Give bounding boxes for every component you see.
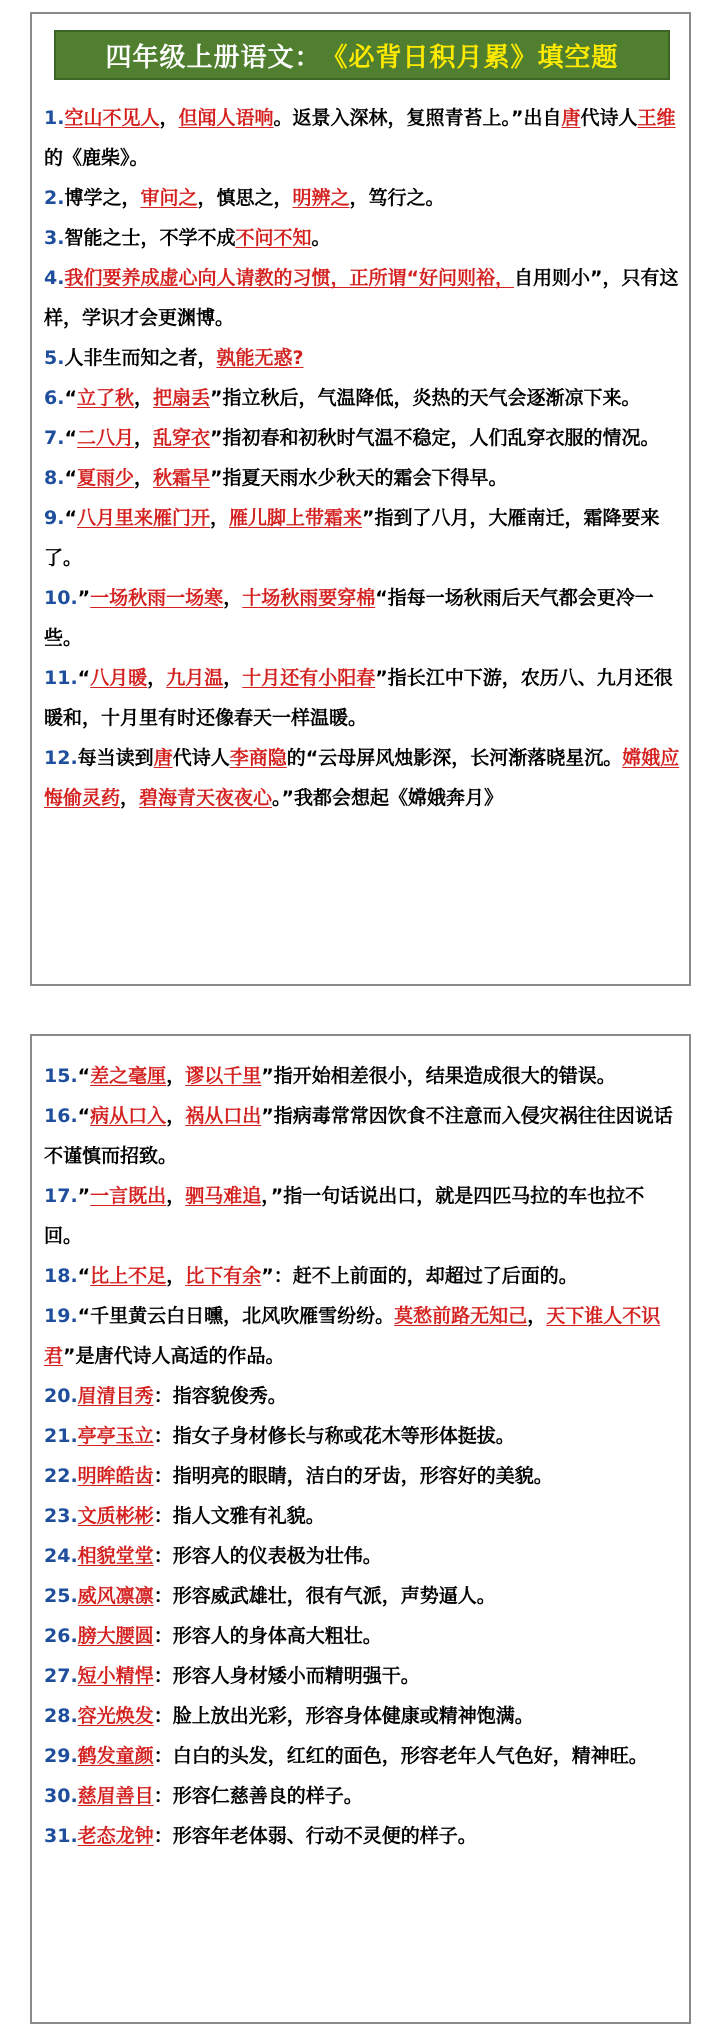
item-number: 18. xyxy=(44,1265,78,1287)
item-text: ：脸上放出光彩，形容身体健康或精神饱满。 xyxy=(153,1705,534,1727)
item-text: ，慎思之， xyxy=(197,187,293,209)
item-text: ， xyxy=(166,1265,186,1287)
item-number: 24. xyxy=(44,1545,78,1567)
item-text: ” xyxy=(77,587,91,609)
list-item xyxy=(44,1416,681,1456)
item-text: 。 xyxy=(311,227,331,249)
item-number: 30. xyxy=(44,1785,78,1807)
answer-text: 八月暖 xyxy=(90,667,148,689)
item-text: ， xyxy=(223,587,243,609)
item-text: 自用则小”，只有这样，学识才会更渊博。 xyxy=(44,267,679,329)
answer-text: 老态龙钟 xyxy=(77,1825,154,1847)
list-item xyxy=(44,1536,681,1576)
item-text: ”指到了八月，大雁南迁，霜降要来了。 xyxy=(44,507,660,569)
list-item xyxy=(44,338,681,378)
answer-text: 我们要养成虚心向人请教的习惯，正所谓“好问则裕， xyxy=(64,267,514,289)
answer-text: 比上不足 xyxy=(90,1265,167,1287)
item-text: “ xyxy=(77,1065,91,1087)
item-text: “ xyxy=(77,667,91,689)
answer-text: 明眸皓齿 xyxy=(77,1465,154,1487)
answer-text: 唐 xyxy=(153,747,173,769)
answer-text: 十月还有小阳春 xyxy=(242,667,376,689)
item-list-top xyxy=(44,98,681,818)
item-text: ：形容年老体弱、行动不灵便的样子。 xyxy=(153,1825,477,1847)
answer-text: 乱穿衣 xyxy=(152,427,210,449)
item-text: ”是唐代诗人高适的作品。 xyxy=(63,1345,285,1367)
item-list-bottom xyxy=(44,1056,681,1856)
item-text: 的《鹿柴》。 xyxy=(44,147,149,169)
item-text: ， xyxy=(133,387,153,409)
item-number: 15. xyxy=(44,1065,78,1087)
list-item xyxy=(44,218,681,258)
answer-text: 鹤发童颜 xyxy=(77,1745,154,1767)
item-text: ：指女子身材修长与称或花木等形体挺拔。 xyxy=(153,1425,515,1447)
answer-text: 王维 xyxy=(637,107,676,129)
list-item xyxy=(44,98,681,178)
list-item xyxy=(44,1456,681,1496)
answer-text: 不问不知 xyxy=(235,227,312,249)
item-number: 23. xyxy=(44,1505,78,1527)
item-number: 12. xyxy=(44,747,78,769)
answer-text: 膀大腰圆 xyxy=(77,1625,154,1647)
answer-text: 祸从口出 xyxy=(185,1105,262,1127)
list-item xyxy=(44,1576,681,1616)
item-number: 8. xyxy=(44,467,65,489)
item-text: ”指夏天雨水少秋天的霜会下得早。 xyxy=(210,467,508,489)
list-item xyxy=(44,498,681,578)
answer-text: 一场秋雨一场寒 xyxy=(90,587,224,609)
item-text: 人非生而知之者， xyxy=(64,347,217,369)
item-text: ：形容仁慈善良的样子。 xyxy=(153,1785,363,1807)
item-number: 19. xyxy=(44,1305,78,1327)
list-item xyxy=(44,258,681,338)
item-text: ”指开始相差很小，结果造成很大的错误。 xyxy=(261,1065,616,1087)
list-item xyxy=(44,178,681,218)
answer-text: 一言既出 xyxy=(90,1185,167,1207)
list-item xyxy=(44,658,681,738)
item-text: ， xyxy=(209,507,229,529)
worksheet-title xyxy=(54,30,670,80)
item-text: ：白白的头发，红红的面色，形容老年人气色好，精神旺。 xyxy=(153,1745,648,1767)
answer-text: 孰能无惑? xyxy=(216,347,304,369)
worksheet-panel-bottom xyxy=(30,1034,691,2024)
list-item xyxy=(44,1736,681,1776)
answer-text: 比下有余 xyxy=(185,1265,262,1287)
item-text: ”指病毒常常因饮食不注意而入侵灾祸往往因说话不谨慎而招致。 xyxy=(44,1105,673,1167)
list-item xyxy=(44,1616,681,1656)
item-number: 1. xyxy=(44,107,65,129)
list-item xyxy=(44,1776,681,1816)
item-number: 21. xyxy=(44,1425,78,1447)
item-number: 5. xyxy=(44,347,65,369)
answer-text: 唐 xyxy=(561,107,581,129)
item-text: 的“云母屏风烛影深，长河渐落晓星沉。 xyxy=(286,747,623,769)
item-number: 11. xyxy=(44,667,78,689)
item-text: “ xyxy=(64,427,77,449)
answer-text: 碧海青天夜夜心 xyxy=(139,787,273,809)
list-item xyxy=(44,1296,681,1376)
list-item xyxy=(44,1256,681,1296)
item-number: 4. xyxy=(44,267,65,289)
answer-text: 天下谁人不识君 xyxy=(44,1305,661,1367)
item-text: 每当读到 xyxy=(77,747,154,769)
list-item xyxy=(44,1656,681,1696)
item-number: 6. xyxy=(44,387,65,409)
answer-text: 文质彬彬 xyxy=(77,1505,154,1527)
item-number: 22. xyxy=(44,1465,78,1487)
item-text: ， xyxy=(120,787,140,809)
worksheet-panel-top xyxy=(30,12,691,986)
item-text: ：形容人身材矮小而精明强干。 xyxy=(153,1665,420,1687)
item-text: ， xyxy=(166,1105,186,1127)
answer-text: 八月里来雁门开 xyxy=(76,507,210,529)
answer-text: 短小精悍 xyxy=(77,1665,154,1687)
item-text: ， xyxy=(133,427,153,449)
item-text: “指每一场秋雨后天气都会更冷一些。 xyxy=(44,587,654,649)
item-text: ”：赶不上前面的，却超过了后面的。 xyxy=(261,1265,578,1287)
answer-text: 嫦娥应悔偷灵药 xyxy=(44,747,680,809)
title-main: 《必背日积月累》填空题 xyxy=(321,42,619,73)
item-text: ” xyxy=(77,1185,91,1207)
item-text: ”指长江中下游，农历八、九月还很暖和，十月里有时还像春天一样温暖。 xyxy=(44,667,673,729)
answer-text: 明辨之 xyxy=(292,187,350,209)
item-text: ：形容威武雄壮，很有气派，声势逼人。 xyxy=(153,1585,496,1607)
list-item xyxy=(44,1096,681,1176)
item-number: 7. xyxy=(44,427,65,449)
answer-text: 秋霜早 xyxy=(152,467,210,489)
item-text: ：形容人的身体高大粗壮。 xyxy=(153,1625,382,1647)
item-text: ：指人文雅有礼貌。 xyxy=(153,1505,325,1527)
item-text: “ xyxy=(64,467,77,489)
answer-text: 审问之 xyxy=(140,187,198,209)
answer-text: 差之毫厘 xyxy=(90,1065,167,1087)
item-number: 26. xyxy=(44,1625,78,1647)
item-text: “ xyxy=(64,387,77,409)
item-text: ，”指一句话说出口，就是四匹马拉的车也拉不回。 xyxy=(44,1185,645,1247)
answer-text: 但闻人语响 xyxy=(178,107,274,129)
item-text: ， xyxy=(147,667,167,689)
answer-text: 威风凛凛 xyxy=(77,1585,154,1607)
answer-text: 九月温 xyxy=(166,667,224,689)
answer-text: 相貌堂堂 xyxy=(77,1545,154,1567)
list-item xyxy=(44,1696,681,1736)
item-text: 智能之士，不学不成 xyxy=(64,227,236,249)
item-text: ， xyxy=(223,667,243,689)
list-item xyxy=(44,418,681,458)
item-text: ：指容貌俊秀。 xyxy=(153,1385,287,1407)
list-item xyxy=(44,1816,681,1856)
item-number: 27. xyxy=(44,1665,78,1687)
list-item xyxy=(44,1176,681,1256)
item-text: ， xyxy=(159,107,179,129)
answer-text: 眉清目秀 xyxy=(77,1385,154,1407)
item-number: 31. xyxy=(44,1825,78,1847)
item-text: ”指初春和初秋时气温不稳定，人们乱穿衣服的情况。 xyxy=(210,427,660,449)
list-item xyxy=(44,1376,681,1416)
item-text: ， xyxy=(527,1305,547,1327)
item-text: 代诗人 xyxy=(172,747,230,769)
item-number: 28. xyxy=(44,1705,78,1727)
item-number: 16. xyxy=(44,1105,78,1127)
item-text: ， xyxy=(166,1065,186,1087)
item-number: 20. xyxy=(44,1385,78,1407)
answer-text: 空山不见人 xyxy=(64,107,160,129)
item-text: ”指立秋后，气温降低，炎热的天气会逐渐凉下来。 xyxy=(210,387,641,409)
item-text: ， xyxy=(166,1185,186,1207)
list-item xyxy=(44,1496,681,1536)
answer-text: 十场秋雨要穿棉 xyxy=(242,587,376,609)
item-number: 10. xyxy=(44,587,78,609)
answer-text: 容光焕发 xyxy=(77,1705,154,1727)
title-prefix: 四年级上册语文： xyxy=(105,42,322,73)
item-text: 博学之， xyxy=(64,187,141,209)
answer-text: 谬以千里 xyxy=(185,1065,262,1087)
list-item xyxy=(44,378,681,418)
answer-text: 病从口入 xyxy=(90,1105,167,1127)
item-text: ， xyxy=(133,467,153,489)
item-text: “ xyxy=(64,507,77,529)
item-number: 9. xyxy=(44,507,65,529)
item-number: 29. xyxy=(44,1745,78,1767)
item-text: 。”我都会想起《嫦娥奔月》 xyxy=(272,787,504,809)
list-item xyxy=(44,1056,681,1096)
item-number: 2. xyxy=(44,187,65,209)
answer-text: 雁儿脚上带霜来 xyxy=(228,507,362,529)
item-number: 17. xyxy=(44,1185,78,1207)
list-item xyxy=(44,738,681,818)
list-item xyxy=(44,578,681,658)
item-text: ：指明亮的眼睛，洁白的牙齿，形容好的美貌。 xyxy=(153,1465,553,1487)
answer-text: 夏雨少 xyxy=(76,467,134,489)
answer-text: 二八月 xyxy=(76,427,134,449)
answer-text: 亭亭玉立 xyxy=(77,1425,154,1447)
item-text: ，笃行之。 xyxy=(349,187,445,209)
answer-text: 把扇丢 xyxy=(152,387,210,409)
item-text: ：形容人的仪表极为壮伟。 xyxy=(153,1545,382,1567)
item-text: “ xyxy=(77,1265,91,1287)
answer-text: 驷马难追 xyxy=(185,1185,262,1207)
answer-text: 慈眉善目 xyxy=(77,1785,154,1807)
item-text: 。返景入深林，复照青苔上。”出自 xyxy=(273,107,562,129)
item-number: 25. xyxy=(44,1585,78,1607)
item-text: “千里黄云白日曛，北风吹雁雪纷纷。 xyxy=(77,1305,395,1327)
item-text: 代诗人 xyxy=(580,107,638,129)
answer-text: 莫愁前路无知己 xyxy=(394,1305,528,1327)
answer-text: 李商隐 xyxy=(229,747,287,769)
item-text: “ xyxy=(77,1105,91,1127)
answer-text: 立了秋 xyxy=(76,387,134,409)
list-item xyxy=(44,458,681,498)
item-number: 3. xyxy=(44,227,65,249)
